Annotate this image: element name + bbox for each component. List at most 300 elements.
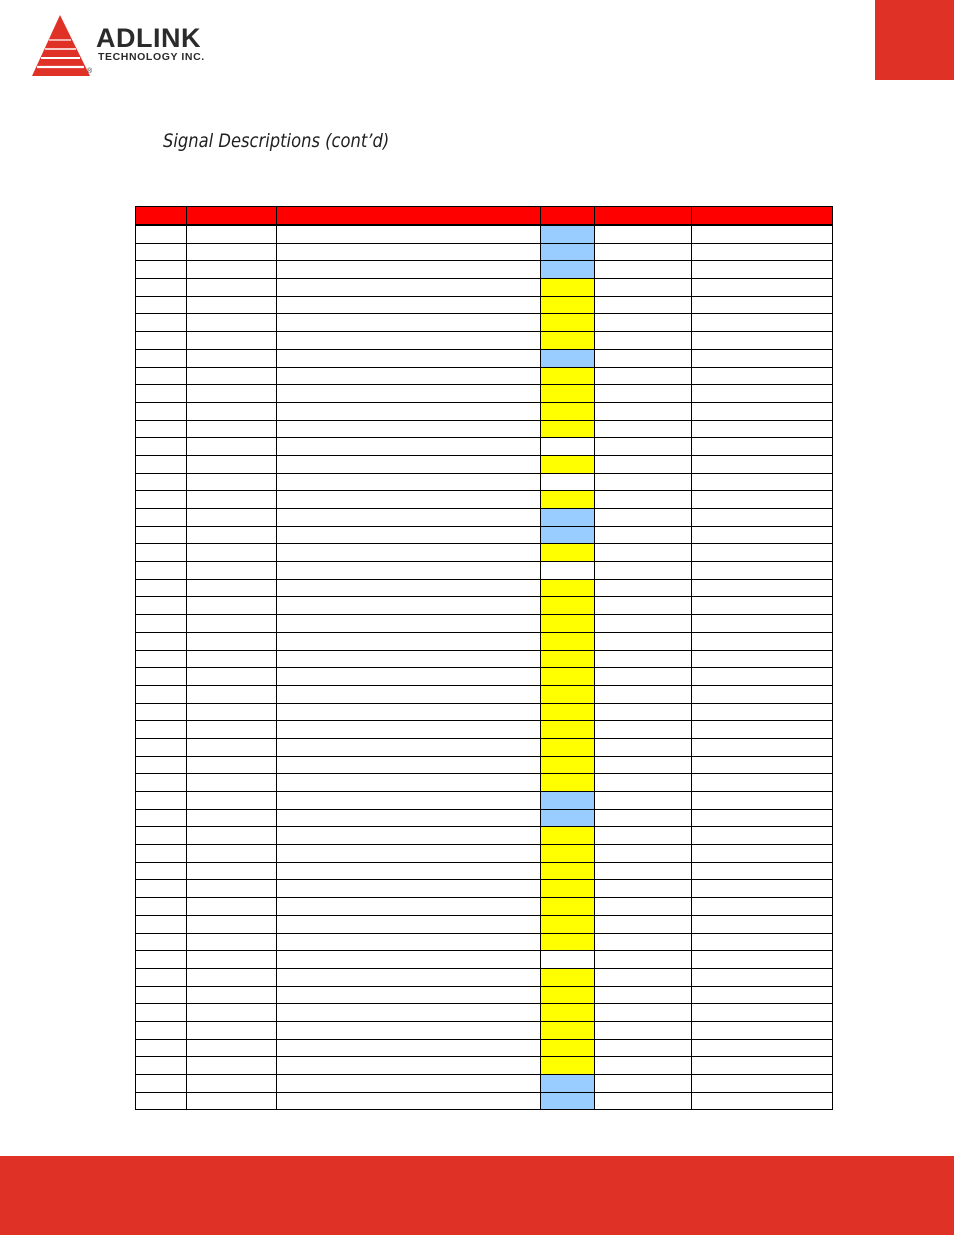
type-cell (541, 880, 595, 898)
table-cell (692, 544, 833, 562)
table-cell (692, 721, 833, 739)
company-logo (28, 14, 228, 78)
table-cell (187, 402, 277, 420)
table-cell (692, 862, 833, 880)
table-cell (595, 1004, 692, 1022)
table-cell (187, 1057, 277, 1075)
table-cell (692, 685, 833, 703)
table-cell (692, 597, 833, 615)
type-cell (541, 279, 595, 297)
table-cell (277, 968, 541, 986)
table-cell (187, 650, 277, 668)
table-cell (692, 579, 833, 597)
table-cell (187, 420, 277, 438)
type-cell (541, 845, 595, 863)
table-cell (692, 933, 833, 951)
type-cell (541, 225, 595, 243)
type-cell (541, 703, 595, 721)
type-cell (541, 509, 595, 527)
table-cell (187, 827, 277, 845)
table-cell (692, 756, 833, 774)
table-cell (277, 279, 541, 297)
table-row (136, 279, 833, 297)
table-cell (187, 509, 277, 527)
table-cell (187, 349, 277, 367)
table-cell (692, 1092, 833, 1110)
table-cell (595, 933, 692, 951)
table-cell (595, 243, 692, 261)
type-cell (541, 933, 595, 951)
table-cell (187, 951, 277, 969)
table-cell (136, 898, 187, 916)
table-cell (136, 279, 187, 297)
table-cell (136, 562, 187, 580)
table-cell (595, 562, 692, 580)
table-cell (187, 526, 277, 544)
table-cell (187, 632, 277, 650)
table-cell (277, 296, 541, 314)
table-cell (187, 668, 277, 686)
table-cell (277, 721, 541, 739)
table-cell (136, 951, 187, 969)
type-cell (541, 562, 595, 580)
table-cell (595, 986, 692, 1004)
table-row (136, 1075, 833, 1093)
table-cell (277, 632, 541, 650)
table-cell (187, 261, 277, 279)
table-cell (187, 597, 277, 615)
table-cell (277, 774, 541, 792)
type-cell (541, 756, 595, 774)
table-cell (136, 685, 187, 703)
table-cell (595, 845, 692, 863)
table-cell (595, 544, 692, 562)
table-cell (187, 332, 277, 350)
table-cell (187, 756, 277, 774)
table-cell (136, 809, 187, 827)
type-cell (541, 491, 595, 509)
table-cell (595, 898, 692, 916)
type-cell (541, 898, 595, 916)
table-cell (277, 225, 541, 243)
table-row (136, 1092, 833, 1110)
table-cell (595, 367, 692, 385)
table-cell (136, 579, 187, 597)
table-cell (692, 792, 833, 810)
table-cell (136, 473, 187, 491)
type-cell (541, 544, 595, 562)
table-cell (595, 349, 692, 367)
logo-wordmark: ADLINK (96, 23, 201, 53)
table-cell (277, 880, 541, 898)
table-cell (595, 1092, 692, 1110)
table-cell (136, 880, 187, 898)
header-cell (187, 207, 277, 226)
table-cell (692, 349, 833, 367)
table-cell (277, 243, 541, 261)
table-cell (136, 314, 187, 332)
table-cell (277, 827, 541, 845)
table-cell (595, 385, 692, 403)
table-cell (136, 296, 187, 314)
table-cell (692, 774, 833, 792)
table-row (136, 261, 833, 279)
type-cell (541, 349, 595, 367)
table-cell (692, 243, 833, 261)
table-cell (595, 774, 692, 792)
table-cell (692, 279, 833, 297)
table-row (136, 562, 833, 580)
table-cell (187, 1039, 277, 1057)
table-cell (136, 862, 187, 880)
table-cell (136, 1021, 187, 1039)
table-cell (595, 650, 692, 668)
table-cell (595, 597, 692, 615)
table-row (136, 880, 833, 898)
table-cell (277, 420, 541, 438)
table-cell (692, 1039, 833, 1057)
table-row (136, 650, 833, 668)
table-row (136, 1004, 833, 1022)
table-cell (692, 898, 833, 916)
table-cell (136, 420, 187, 438)
table-cell (187, 544, 277, 562)
table-row (136, 420, 833, 438)
type-cell (541, 632, 595, 650)
table-cell (692, 1004, 833, 1022)
table-cell (136, 968, 187, 986)
table-row (136, 314, 833, 332)
table-cell (692, 402, 833, 420)
table-cell (277, 650, 541, 668)
table-cell (692, 951, 833, 969)
table-cell (277, 473, 541, 491)
table-cell (595, 827, 692, 845)
table-row (136, 349, 833, 367)
table-cell (595, 703, 692, 721)
table-cell (692, 509, 833, 527)
table-cell (595, 951, 692, 969)
type-cell (541, 438, 595, 456)
table-cell (187, 1004, 277, 1022)
table-cell (595, 809, 692, 827)
table-cell (136, 243, 187, 261)
table-cell (136, 526, 187, 544)
table-cell (692, 845, 833, 863)
table-cell (692, 1057, 833, 1075)
table-cell (187, 685, 277, 703)
table-cell (277, 792, 541, 810)
table-cell (136, 632, 187, 650)
table-cell (692, 385, 833, 403)
table-cell (136, 332, 187, 350)
table-row (136, 774, 833, 792)
table-body (136, 225, 833, 1110)
table-cell (187, 845, 277, 863)
table-cell (187, 1092, 277, 1110)
table-cell (595, 968, 692, 986)
table-cell (692, 562, 833, 580)
table-cell (136, 349, 187, 367)
type-cell (541, 774, 595, 792)
table-cell (187, 880, 277, 898)
type-cell (541, 827, 595, 845)
table-cell (277, 385, 541, 403)
type-cell (541, 615, 595, 633)
table-cell (595, 332, 692, 350)
logo-tagline: TECHNOLOGY INC. (98, 51, 205, 63)
type-cell (541, 473, 595, 491)
table-cell (595, 632, 692, 650)
table-cell (595, 738, 692, 756)
table-row (136, 332, 833, 350)
header-row (136, 207, 833, 226)
table-cell (277, 438, 541, 456)
table-cell (692, 915, 833, 933)
table-cell (136, 367, 187, 385)
table-cell (692, 880, 833, 898)
table-cell (277, 367, 541, 385)
table-cell (277, 491, 541, 509)
table-cell (277, 1021, 541, 1039)
table-cell (277, 1057, 541, 1075)
table-row (136, 526, 833, 544)
table-cell (277, 509, 541, 527)
table-cell (277, 332, 541, 350)
table-cell (595, 225, 692, 243)
type-cell (541, 385, 595, 403)
logo-triangle-icon (28, 14, 94, 78)
table-cell (277, 562, 541, 580)
table-cell (136, 455, 187, 473)
table-cell (187, 438, 277, 456)
table-cell (187, 986, 277, 1004)
table-cell (595, 1039, 692, 1057)
table-cell (277, 668, 541, 686)
table-cell (136, 261, 187, 279)
table-cell (187, 367, 277, 385)
type-cell (541, 526, 595, 544)
table-cell (595, 438, 692, 456)
table-row (136, 1021, 833, 1039)
table-cell (595, 455, 692, 473)
table-cell (692, 615, 833, 633)
table-cell (136, 1057, 187, 1075)
table-cell (136, 1039, 187, 1057)
table-cell (692, 632, 833, 650)
table-cell (595, 579, 692, 597)
table-cell (277, 756, 541, 774)
table-row (136, 615, 833, 633)
type-cell (541, 951, 595, 969)
table-cell (595, 685, 692, 703)
table-cell (136, 544, 187, 562)
table-cell (187, 774, 277, 792)
table-cell (187, 225, 277, 243)
table-cell (187, 968, 277, 986)
table-cell (187, 915, 277, 933)
table-row (136, 986, 833, 1004)
table-cell (277, 526, 541, 544)
table-cell (136, 756, 187, 774)
table-cell (277, 685, 541, 703)
table-row (136, 509, 833, 527)
table-cell (187, 562, 277, 580)
table-row (136, 367, 833, 385)
table-cell (595, 473, 692, 491)
table-cell (136, 650, 187, 668)
table-cell (277, 455, 541, 473)
table-cell (277, 915, 541, 933)
table-cell (187, 579, 277, 597)
table-cell (692, 225, 833, 243)
table-row (136, 968, 833, 986)
table-cell (595, 1075, 692, 1093)
table-cell (277, 615, 541, 633)
table-cell (692, 420, 833, 438)
table-cell (277, 1092, 541, 1110)
table-cell (692, 968, 833, 986)
table-cell (595, 314, 692, 332)
type-cell (541, 685, 595, 703)
table-row (136, 597, 833, 615)
type-cell (541, 402, 595, 420)
table-cell (136, 438, 187, 456)
table-cell (187, 792, 277, 810)
table-cell (187, 243, 277, 261)
table-row (136, 544, 833, 562)
table-cell (692, 1021, 833, 1039)
table-cell (136, 615, 187, 633)
table-cell (136, 385, 187, 403)
table-cell (277, 597, 541, 615)
type-cell (541, 296, 595, 314)
table-row (136, 632, 833, 650)
table-header (136, 207, 833, 226)
table-cell (595, 792, 692, 810)
type-cell (541, 915, 595, 933)
type-cell (541, 738, 595, 756)
table-cell (136, 738, 187, 756)
type-cell (541, 367, 595, 385)
table-cell (187, 279, 277, 297)
registered-mark: ® (87, 68, 93, 75)
table-cell (136, 1092, 187, 1110)
type-cell (541, 1021, 595, 1039)
table-cell (136, 1004, 187, 1022)
type-cell (541, 1075, 595, 1093)
table-row (136, 402, 833, 420)
table-cell (595, 668, 692, 686)
table-cell (692, 1075, 833, 1093)
table-row (136, 756, 833, 774)
table-cell (277, 845, 541, 863)
table-row (136, 1057, 833, 1075)
table-cell (187, 1075, 277, 1093)
table-cell (136, 986, 187, 1004)
table-row (136, 385, 833, 403)
table-row (136, 933, 833, 951)
table-row (136, 243, 833, 261)
table-cell (692, 526, 833, 544)
table-cell (136, 845, 187, 863)
header-cell (277, 207, 541, 226)
table-cell (277, 809, 541, 827)
table-cell (595, 296, 692, 314)
table-row (136, 738, 833, 756)
table-cell (692, 738, 833, 756)
table-cell (595, 402, 692, 420)
table-cell (692, 491, 833, 509)
table-cell (692, 314, 833, 332)
table-cell (136, 774, 187, 792)
table-cell (692, 332, 833, 350)
table-row (136, 685, 833, 703)
signal-table (135, 206, 833, 1110)
table-cell (187, 738, 277, 756)
table-cell (187, 615, 277, 633)
corner-tab (875, 0, 954, 80)
table-cell (595, 721, 692, 739)
table-row (136, 703, 833, 721)
type-cell (541, 968, 595, 986)
type-cell (541, 809, 595, 827)
table-cell (187, 491, 277, 509)
table-cell (595, 756, 692, 774)
table-cell (136, 597, 187, 615)
type-cell (541, 314, 595, 332)
table-cell (595, 526, 692, 544)
table-row (136, 473, 833, 491)
type-cell (541, 1092, 595, 1110)
table-row (136, 455, 833, 473)
table-row (136, 721, 833, 739)
section-title: Signal Descriptions (cont’d) (163, 130, 390, 152)
table-cell (595, 420, 692, 438)
table-cell (692, 455, 833, 473)
type-cell (541, 261, 595, 279)
table-cell (187, 314, 277, 332)
table-cell (277, 703, 541, 721)
table-cell (136, 827, 187, 845)
type-cell (541, 243, 595, 261)
table-cell (692, 367, 833, 385)
table-row (136, 898, 833, 916)
table-cell (187, 1021, 277, 1039)
table-cell (595, 880, 692, 898)
table-cell (277, 349, 541, 367)
table-cell (277, 862, 541, 880)
table-cell (595, 261, 692, 279)
table-row (136, 296, 833, 314)
table-cell (136, 933, 187, 951)
type-cell (541, 1039, 595, 1057)
table-cell (595, 1021, 692, 1039)
table-cell (136, 792, 187, 810)
table-cell (692, 438, 833, 456)
table-cell (277, 261, 541, 279)
header-cell (595, 207, 692, 226)
table-row (136, 1039, 833, 1057)
type-cell (541, 597, 595, 615)
table-row (136, 792, 833, 810)
type-cell (541, 792, 595, 810)
table-cell (136, 225, 187, 243)
table-cell (277, 986, 541, 1004)
table-cell (595, 915, 692, 933)
table-row (136, 579, 833, 597)
table-cell (595, 491, 692, 509)
